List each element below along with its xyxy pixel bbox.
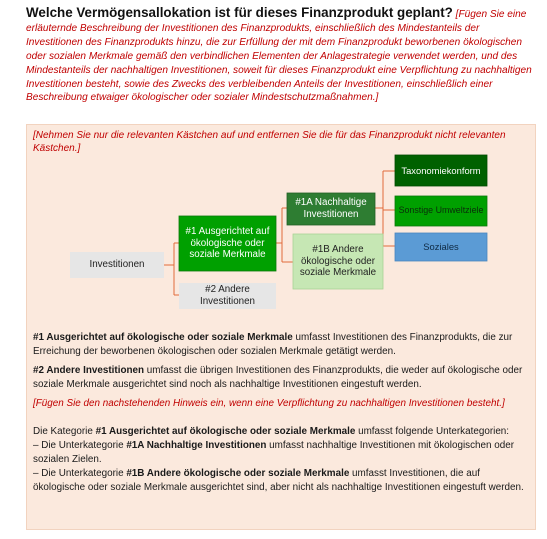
box-2-label: #2 Andere Investitionen: [199, 284, 255, 307]
box-taxonomie-label: Taxonomiekonform: [401, 164, 481, 176]
p3-text: umfasst folgende Unterkategorien:: [355, 426, 510, 437]
box-1-label: #1 Ausgerichtet auf ökologische oder soziale Merkmale: [185, 226, 270, 261]
p2-bold: #2 Andere Investitionen: [33, 365, 145, 376]
paragraph-note: [Fügen Sie den nachstehenden Hinweis ein, wenn eine Verpflichtung zu nachhaltigen Investitionen besteht.]: [33, 398, 505, 409]
li2-pre: – Die Unterkategorie: [33, 468, 127, 480]
p3-bold: #1 Ausgerichtet auf ökologische oder soziale Merkmale: [95, 426, 356, 437]
p3-pre: Die Kategorie: [33, 426, 96, 437]
box-umwelt-label: Sonstige Umweltziele: [398, 205, 484, 216]
section-question: Welche Vermögensallokation ist für dieses Finanzprodukt geplant?: [26, 5, 453, 20]
box-1a-label: #1A Nachhaltige Investitionen: [295, 197, 367, 220]
box-1b-label: #1B Andere ökologische oder soziale Merkmale: [299, 244, 377, 279]
li2-bold: #1B Andere ökologische oder soziale Merkmale: [126, 468, 350, 480]
paragraph-3: [33, 425, 529, 495]
li1-pre: – Die Unterkategorie: [33, 440, 127, 452]
box-soziales-label: Soziales: [423, 241, 459, 253]
li1-text: umfasst nachhaltige Investitionen mit ökologischen oder sozialen Zielen.: [33, 440, 515, 466]
section-instruction: [Fügen Sie eine erläuternde Beschreibung der Investitionen des Finanzprodukts, einschließlich des Mindestanteils der Investitionen des Finanzprodukts hinzu, die zur Erfüllung der mit dem Finanzprodukt beworbenen ökologischen oder sozialen Merkmale gemäß den verbindlichen Elementen der Anlagestrategie verwendet werden, und des Mindestanteils der nachhaltigen Investitionen, soweit für dieses Finanzprodukt eine Verpflichtung zu nachhaltigen Investitionen besteht, sowie des Zwecks des verbleibenden Anteils der Investitionen, einschließlich einer Beschreibung etwaiger ökologischer oder sozialer Mindestschutzmaßnahmen.]: [26, 9, 532, 104]
p1-bold: #1 Ausgerichtet auf ökologische oder soziale Merkmale: [33, 332, 293, 343]
p2-text: umfasst die übrigen Investitionen des Finanzprodukts, die weder auf ökologische oder soziale Merkmale ausgerichtet sind noch als nachhaltige Investitionen eingestuft werden.: [33, 365, 523, 391]
box-investitionen-label: Investitionen: [89, 259, 145, 271]
li2-text: umfasst Investitionen, die auf ökologische oder soziale Merkmale ausgerichtet sind, aber nicht als nachhaltige Investitionen eingestuft werden.: [33, 468, 524, 494]
li1-bold: #1A Nachhaltige Investitionen: [126, 440, 267, 452]
paragraph-1: [33, 331, 529, 359]
paragraph-2: [33, 364, 529, 392]
panel-instruction: [Nehmen Sie nur die relevanten Kästchen auf und entfernen Sie die für das Finanzprodukt nicht relevanten Kästchen.]: [33, 130, 506, 155]
p1-text: umfasst Investitionen des Finanzprodukts, die zur Erreichung der beworbenen ökologischen oder sozialen Merkmale getätigt werden.: [33, 332, 513, 358]
